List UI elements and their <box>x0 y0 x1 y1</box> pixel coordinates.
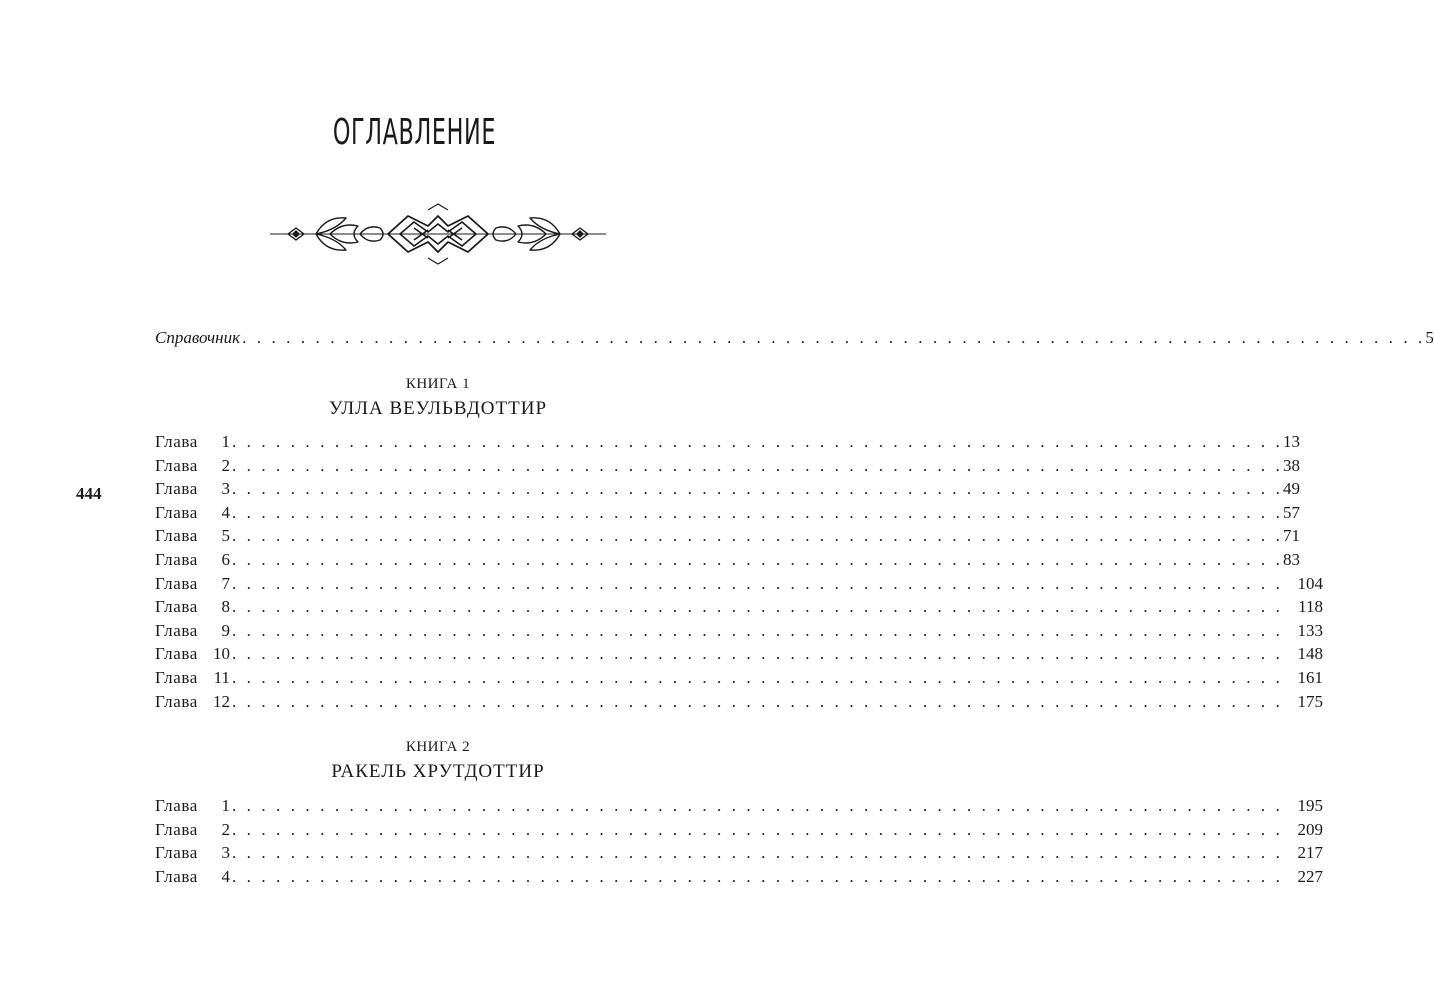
chapter-page: 57 <box>1283 502 1300 522</box>
toc-chapter-entry[interactable] <box>155 431 1300 453</box>
chapter-page: 217 <box>1297 843 1323 863</box>
chapter-word: Глава <box>155 644 198 664</box>
chapter-label <box>155 866 230 888</box>
chapter-word: Глава <box>155 691 198 711</box>
chapter-number: 12 <box>212 691 230 711</box>
toc-chapter-entry[interactable] <box>155 691 1323 713</box>
toc-chapter-entry[interactable] <box>155 455 1300 477</box>
chapter-number: 10 <box>212 644 230 664</box>
chapter-label <box>155 549 230 571</box>
leader-dots: . . . . . . . . . . . . . . . . . . . . . . . . . . . . . . . . . . . . . . . . . . . . . . . . . . . . . . . . . . . . . . . . . . . . . . . . <box>231 597 1283 617</box>
chapter-number: 8 <box>221 597 230 617</box>
chapter-page: 175 <box>1297 691 1323 711</box>
chapter-label <box>155 795 230 817</box>
chapter-label <box>155 691 230 713</box>
toc-reference-entry[interactable] <box>155 327 1434 349</box>
page-number: 444 <box>76 484 102 503</box>
chapter-word: Глава <box>155 526 198 546</box>
chapter-page: 148 <box>1297 644 1323 664</box>
toc-chapter-entry[interactable] <box>155 549 1300 571</box>
chapter-page: 133 <box>1297 620 1323 640</box>
chapter-page: 209 <box>1297 819 1323 839</box>
toc-chapter-entry[interactable] <box>155 525 1300 547</box>
leader-dots: . . . . . . . . . . . . . . . . . . . . . . . . . . . . . . . . . . . . . . . . . . . . . . . . . . . . . . . . . . . . . . . . . . . . . . . . <box>231 691 1283 711</box>
chapter-label <box>155 620 230 642</box>
leader-dots: . . . . . . . . . . . . . . . . . . . . . . . . . . . . . . . . . . . . . . . . . . . . . . . . . . . . . . . . . . . . . . . . . . . . . . . . <box>231 668 1283 687</box>
leader-dots: . . . . . . . . . . . . . . . . . . . . . . . . . . . . . . . . . . . . . . . . . . . . . . . . . . . . . . . . . . . . . . . . . . . . . . . . <box>231 432 1283 451</box>
leader-dots: . . . . . . . . . . . . . . . . . . . . . . . . . . . . . . . . . . . . . . . . . . . . . . . . . . . . . . . . . . . . . . . . . . . . . . . . <box>231 620 1283 640</box>
chapter-page: 118 <box>1298 597 1323 617</box>
toc-chapter-entry[interactable] <box>155 478 1300 500</box>
toc-chapter-entry[interactable] <box>155 643 1323 665</box>
chapter-word: Глава <box>155 620 198 640</box>
chapter-page: 49 <box>1283 479 1300 499</box>
toc-chapter-entry[interactable] <box>155 596 1323 618</box>
chapter-word: Глава <box>155 479 198 499</box>
chapter-word: Глава <box>155 597 198 617</box>
chapter-label <box>155 819 230 841</box>
chapter-number: 2 <box>221 455 230 475</box>
leader-dots: . . . . . . . . . . . . . . . . . . . . . . . . . . . . . . . . . . . . . . . . . . . . . . . . . . . . . . . . . . . . . . . . . . . . . . . . <box>231 502 1283 522</box>
chapter-page: 161 <box>1297 668 1323 687</box>
leader-dots: . . . . . . . . . . . . . . . . . . . . . . . . . . . . . . . . . . . . . . . . . . . . . . . . . . . . . . . . . . . . . . . . . . . . . . . . <box>231 796 1283 815</box>
chapter-number: 5 <box>221 526 230 546</box>
chapter-page: 71 <box>1283 526 1300 546</box>
chapter-number: 1 <box>221 432 230 451</box>
chapter-word: Глава <box>155 573 198 593</box>
chapter-word: Глава <box>155 819 198 839</box>
chapter-label <box>155 842 230 864</box>
chapter-label <box>155 525 230 547</box>
chapter-number: 2 <box>221 819 230 839</box>
leader-dots: . . . . . . . . . . . . . . . . . . . . . . . . . . . . . . . . . . . . . . . . . . . . . . . . . . . . . . . . . . . . . . . . . . . . . . . . <box>231 479 1283 499</box>
toc-chapter-entry[interactable] <box>155 819 1323 841</box>
reference-page: 5 <box>1425 328 1434 347</box>
toc-chapter-entry[interactable] <box>155 842 1323 864</box>
chapter-word: Глава <box>155 668 198 687</box>
chapter-number: 11 <box>213 668 230 687</box>
toc-chapter-entry[interactable] <box>155 795 1323 817</box>
toc-chapter-entry[interactable] <box>155 620 1323 642</box>
toc-chapter-entry[interactable] <box>155 573 1323 595</box>
chapter-page: 195 <box>1297 796 1323 815</box>
chapter-page: 38 <box>1283 455 1300 475</box>
chapter-word: Глава <box>155 843 198 863</box>
chapter-label <box>155 502 230 524</box>
reference-label: Справочник <box>155 328 241 347</box>
leader-dots: . . . . . . . . . . . . . . . . . . . . . . . . . . . . . . . . . . . . . . . . . . . . . . . . . . . . . . . . . . . . . . . . . . . . . . . . . . . . . . . . . <box>242 328 1426 347</box>
chapter-label <box>155 478 230 500</box>
chapter-label <box>155 573 230 595</box>
chapter-number: 4 <box>221 502 230 522</box>
chapter-page: 104 <box>1297 573 1323 593</box>
chapter-label <box>155 643 230 665</box>
chapter-page: 13 <box>1283 432 1300 451</box>
chapter-number: 4 <box>221 866 230 886</box>
chapter-number: 3 <box>221 843 230 863</box>
book-2-label: КНИГА 2 <box>405 739 471 755</box>
book-1-title: УЛЛА ВЕУЛЬВДОТТИР <box>328 398 548 419</box>
leader-dots: . . . . . . . . . . . . . . . . . . . . . . . . . . . . . . . . . . . . . . . . . . . . . . . . . . . . . . . . . . . . . . . . . . . . . . . . <box>231 455 1283 475</box>
ornament-divider-icon <box>268 204 608 264</box>
leader-dots: . . . . . . . . . . . . . . . . . . . . . . . . . . . . . . . . . . . . . . . . . . . . . . . . . . . . . . . . . . . . . . . . . . . . . . . . <box>231 573 1283 593</box>
toc-chapter-entry[interactable] <box>155 667 1323 689</box>
chapter-number: 9 <box>221 620 230 640</box>
toc-chapter-entry[interactable] <box>155 502 1300 524</box>
chapter-label <box>155 667 230 689</box>
leader-dots: . . . . . . . . . . . . . . . . . . . . . . . . . . . . . . . . . . . . . . . . . . . . . . . . . . . . . . . . . . . . . . . . . . . . . . . . <box>231 843 1283 863</box>
chapter-number: 6 <box>221 550 230 569</box>
leader-dots: . . . . . . . . . . . . . . . . . . . . . . . . . . . . . . . . . . . . . . . . . . . . . . . . . . . . . . . . . . . . . . . . . . . . . . . . <box>231 526 1283 546</box>
chapter-word: Глава <box>155 550 198 569</box>
chapter-word: Глава <box>155 502 198 522</box>
chapter-word: Глава <box>155 432 198 451</box>
chapter-label <box>155 455 230 477</box>
chapter-word: Глава <box>155 455 198 475</box>
page-title: ОГЛАВЛЕНИЕ <box>332 112 497 153</box>
chapter-word: Глава <box>155 866 198 886</box>
chapter-label <box>155 596 230 618</box>
leader-dots: . . . . . . . . . . . . . . . . . . . . . . . . . . . . . . . . . . . . . . . . . . . . . . . . . . . . . . . . . . . . . . . . . . . . . . . . <box>231 866 1283 886</box>
chapter-page: 227 <box>1297 866 1323 886</box>
chapter-number: 3 <box>221 479 230 499</box>
leader-dots: . . . . . . . . . . . . . . . . . . . . . . . . . . . . . . . . . . . . . . . . . . . . . . . . . . . . . . . . . . . . . . . . . . . . . . . . <box>231 819 1283 839</box>
chapter-number: 7 <box>221 573 230 593</box>
chapter-word: Глава <box>155 796 198 815</box>
chapter-number: 1 <box>221 796 230 815</box>
book-1-label: КНИГА 1 <box>405 376 471 392</box>
chapter-page: 83 <box>1283 550 1300 569</box>
chapter-label <box>155 431 230 453</box>
leader-dots: . . . . . . . . . . . . . . . . . . . . . . . . . . . . . . . . . . . . . . . . . . . . . . . . . . . . . . . . . . . . . . . . . . . . . . . . <box>231 550 1283 569</box>
toc-chapter-entry[interactable] <box>155 866 1323 888</box>
book-2-title: РАКЕЛЬ ХРУТДОТТИР <box>331 761 545 782</box>
leader-dots: . . . . . . . . . . . . . . . . . . . . . . . . . . . . . . . . . . . . . . . . . . . . . . . . . . . . . . . . . . . . . . . . . . . . . . . . <box>231 644 1283 664</box>
